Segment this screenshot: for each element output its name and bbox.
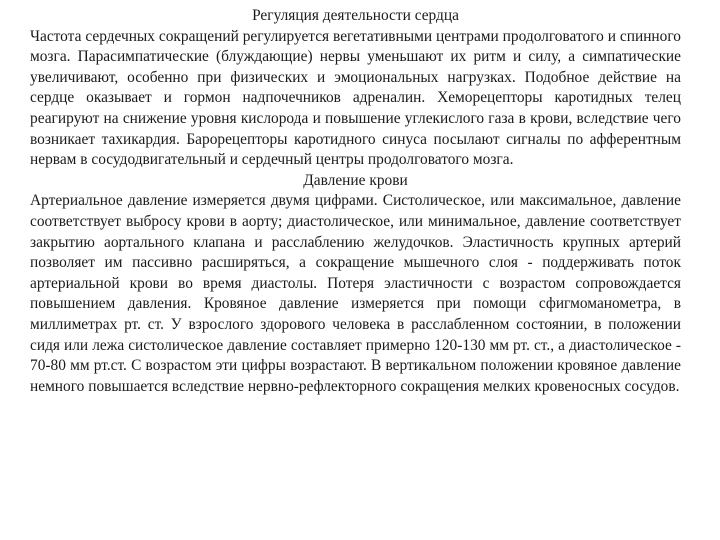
paragraph-heart-regulation: Частота сердечных сокращений регулируется вегетативными центрами продолговатого и спинного мозга. Парасимпатические (блуждающие) нервы уменьшают их ритм и силу, а симпатические увеличивают, особенно при физических и эмоциональных нагрузках. Подобное действие на сердце оказывает и гормон надпочечников адреналин. Хеморецепторы каротидных телец реагируют на снижение уровня кислорода и повышение углекислого газа в крови, вследствие чего возникает тахикардия. Барорецепторы каротидного синуса посылают сигналы по афферентным нервам в сосудодвигательный и сердечный центры продолговатого мозга.	[30, 27, 681, 169]
section-title-heart-regulation: Регуляция деятельности сердца	[252, 7, 459, 24]
paragraph-blood-pressure: Артериальное давление измеряется двумя цифрами. Систолическое, или максимальное, давление соответствует выбросу крови в аорту; диастолическое, или минимальное, давление соответствует закрытию аортального клапана и расслаблению желудочков. Эластичность крупных артерий позволяет им пассивно расширяться, а сокращение мышечного слоя - поддерживать поток артериальной крови во время диастолы. Потеря эластичности с возрастом сопровождается повышением давления. Кровяное давление измеряется при помощи сфигмоманометра, в миллиметрах рт. ст. У взрослого здорового человека в расслабленном состоянии, в положении сидя или лежа систолическое давление составляет примерно 120-130 мм рт. ст., а диастолическое - 70-80 мм рт.ст. С возрастом эти цифры возрастают. В вертикальном положении кровяное давление немного повышается вследствие нервно-рефлекторного сокращения мелких кровеносных сосудов.	[30, 192, 681, 395]
document-page	[30, 6, 681, 397]
section-title-blood-pressure: Давление крови	[303, 171, 408, 189]
